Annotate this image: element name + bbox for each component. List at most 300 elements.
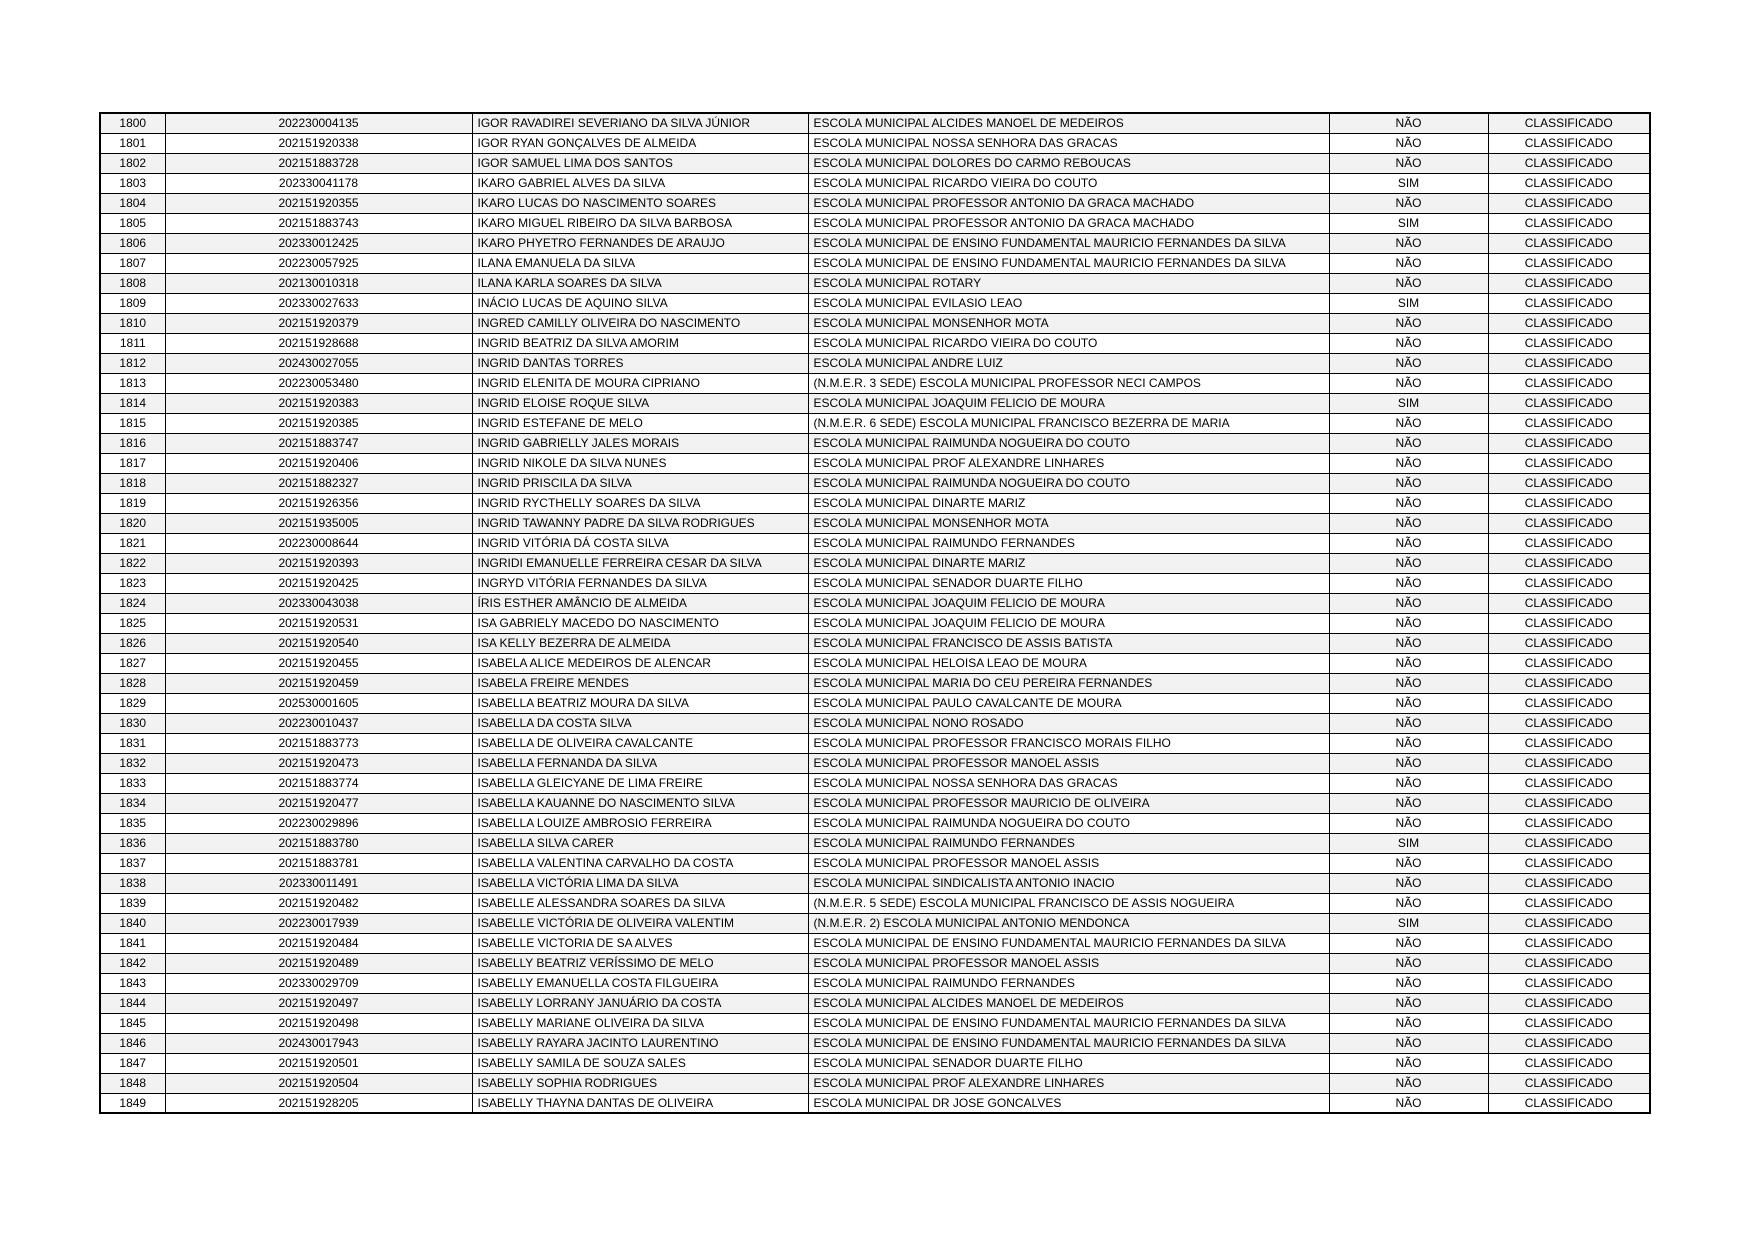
- classification-status-cell: CLASSIFICADO: [1488, 113, 1650, 133]
- table-row: [100, 733, 1650, 753]
- classification-status-cell: CLASSIFICADO: [1488, 793, 1650, 813]
- student-name-cell: ISABELLE ALESSANDRA SOARES DA SILVA: [472, 893, 808, 913]
- flag-cell: NÃO: [1329, 773, 1488, 793]
- school-cell: ESCOLA MUNICIPAL PROF ALEXANDRE LINHARES: [808, 453, 1329, 473]
- row-number-cell: 1832: [100, 753, 165, 773]
- school-cell: (N.M.E.R. 6 SEDE) ESCOLA MUNICIPAL FRANCISCO BEZERRA DE MARIA: [808, 413, 1329, 433]
- row-number-cell: 1825: [100, 613, 165, 633]
- school-cell: ESCOLA MUNICIPAL RICARDO VIEIRA DO COUTO: [808, 173, 1329, 193]
- registration-code-cell: 202151928688: [165, 333, 472, 353]
- flag-cell: NÃO: [1329, 653, 1488, 673]
- student-name-cell: INGRID DANTAS TORRES: [472, 353, 808, 373]
- school-cell: ESCOLA MUNICIPAL NONO ROSADO: [808, 713, 1329, 733]
- school-cell: ESCOLA MUNICIPAL ROTARY: [808, 273, 1329, 293]
- table-row: [100, 293, 1650, 313]
- classification-status-cell: CLASSIFICADO: [1488, 173, 1650, 193]
- registration-code-cell: 202230017939: [165, 913, 472, 933]
- flag-cell: NÃO: [1329, 533, 1488, 553]
- student-name-cell: INGRIDI EMANUELLE FERREIRA CESAR DA SILVA: [472, 553, 808, 573]
- flag-cell: NÃO: [1329, 193, 1488, 213]
- classification-status-cell: CLASSIFICADO: [1488, 1053, 1650, 1073]
- registration-code-cell: 202151920540: [165, 633, 472, 653]
- school-cell: ESCOLA MUNICIPAL PAULO CAVALCANTE DE MOURA: [808, 693, 1329, 713]
- school-cell: ESCOLA MUNICIPAL DE ENSINO FUNDAMENTAL MAURICIO FERNANDES DA SILVA: [808, 253, 1329, 273]
- student-name-cell: ISABELLA GLEICYANE DE LIMA FREIRE: [472, 773, 808, 793]
- table-row: [100, 533, 1650, 553]
- school-cell: ESCOLA MUNICIPAL RICARDO VIEIRA DO COUTO: [808, 333, 1329, 353]
- registration-code-cell: 202151920455: [165, 653, 472, 673]
- registration-code-cell: 202151883780: [165, 833, 472, 853]
- table-row: [100, 893, 1650, 913]
- flag-cell: NÃO: [1329, 153, 1488, 173]
- flag-cell: NÃO: [1329, 253, 1488, 273]
- flag-cell: NÃO: [1329, 733, 1488, 753]
- table-row: [100, 613, 1650, 633]
- table-row: [100, 673, 1650, 693]
- classification-status-cell: CLASSIFICADO: [1488, 293, 1650, 313]
- classification-status-cell: CLASSIFICADO: [1488, 953, 1650, 973]
- student-name-cell: ÍRIS ESTHER AMÂNCIO DE ALMEIDA: [472, 593, 808, 613]
- flag-cell: NÃO: [1329, 893, 1488, 913]
- row-number-cell: 1804: [100, 193, 165, 213]
- row-number-cell: 1817: [100, 453, 165, 473]
- classification-status-cell: CLASSIFICADO: [1488, 853, 1650, 873]
- row-number-cell: 1822: [100, 553, 165, 573]
- classification-status-cell: CLASSIFICADO: [1488, 453, 1650, 473]
- classification-table-body: [100, 113, 1650, 1113]
- table-row: [100, 513, 1650, 533]
- school-cell: ESCOLA MUNICIPAL HELOISA LEAO DE MOURA: [808, 653, 1329, 673]
- student-name-cell: ISABELLA LOUIZE AMBROSIO FERREIRA: [472, 813, 808, 833]
- student-name-cell: INGRID VITÓRIA DÁ COSTA SILVA: [472, 533, 808, 553]
- row-number-cell: 1831: [100, 733, 165, 753]
- registration-code-cell: 202230057925: [165, 253, 472, 273]
- row-number-cell: 1816: [100, 433, 165, 453]
- flag-cell: NÃO: [1329, 273, 1488, 293]
- flag-cell: NÃO: [1329, 673, 1488, 693]
- student-name-cell: ISABELLY LORRANY JANUÁRIO DA COSTA: [472, 993, 808, 1013]
- student-name-cell: IGOR RYAN GONÇALVES DE ALMEIDA: [472, 133, 808, 153]
- registration-code-cell: 202151883747: [165, 433, 472, 453]
- classification-status-cell: CLASSIFICADO: [1488, 413, 1650, 433]
- school-cell: ESCOLA MUNICIPAL DINARTE MARIZ: [808, 553, 1329, 573]
- flag-cell: NÃO: [1329, 713, 1488, 733]
- flag-cell: NÃO: [1329, 233, 1488, 253]
- table-row: [100, 853, 1650, 873]
- row-number-cell: 1810: [100, 313, 165, 333]
- row-number-cell: 1847: [100, 1053, 165, 1073]
- row-number-cell: 1812: [100, 353, 165, 373]
- registration-code-cell: 202151928205: [165, 1093, 472, 1113]
- row-number-cell: 1811: [100, 333, 165, 353]
- student-name-cell: INÁCIO LUCAS DE AQUINO SILVA: [472, 293, 808, 313]
- flag-cell: NÃO: [1329, 1053, 1488, 1073]
- student-name-cell: ISABELLY THAYNA DANTAS DE OLIVEIRA: [472, 1093, 808, 1113]
- school-cell: ESCOLA MUNICIPAL JOAQUIM FELICIO DE MOURA: [808, 593, 1329, 613]
- row-number-cell: 1845: [100, 1013, 165, 1033]
- classification-status-cell: CLASSIFICADO: [1488, 573, 1650, 593]
- school-cell: ESCOLA MUNICIPAL PROFESSOR ANTONIO DA GRACA MACHADO: [808, 193, 1329, 213]
- student-name-cell: ISABELLY BEATRIZ VERÍSSIMO DE MELO: [472, 953, 808, 973]
- classification-status-cell: CLASSIFICADO: [1488, 1033, 1650, 1053]
- registration-code-cell: 202330012425: [165, 233, 472, 253]
- row-number-cell: 1839: [100, 893, 165, 913]
- registration-code-cell: 202151920489: [165, 953, 472, 973]
- row-number-cell: 1809: [100, 293, 165, 313]
- registration-code-cell: 202151883781: [165, 853, 472, 873]
- registration-code-cell: 202230053480: [165, 373, 472, 393]
- student-name-cell: INGRID ELENITA DE MOURA CIPRIANO: [472, 373, 808, 393]
- classification-status-cell: CLASSIFICADO: [1488, 753, 1650, 773]
- school-cell: ESCOLA MUNICIPAL RAIMUNDA NOGUEIRA DO COUTO: [808, 813, 1329, 833]
- registration-code-cell: 202151920498: [165, 1013, 472, 1033]
- classification-status-cell: CLASSIFICADO: [1488, 533, 1650, 553]
- table-row: [100, 213, 1650, 233]
- classification-status-cell: CLASSIFICADO: [1488, 353, 1650, 373]
- table-row: [100, 473, 1650, 493]
- student-name-cell: ILANA KARLA SOARES DA SILVA: [472, 273, 808, 293]
- school-cell: ESCOLA MUNICIPAL PROFESSOR ANTONIO DA GRACA MACHADO: [808, 213, 1329, 233]
- classification-status-cell: CLASSIFICADO: [1488, 733, 1650, 753]
- student-name-cell: INGRYD VITÓRIA FERNANDES DA SILVA: [472, 573, 808, 593]
- flag-cell: NÃO: [1329, 413, 1488, 433]
- classification-status-cell: CLASSIFICADO: [1488, 513, 1650, 533]
- registration-code-cell: 202151920501: [165, 1053, 472, 1073]
- school-cell: ESCOLA MUNICIPAL ALCIDES MANOEL DE MEDEIROS: [808, 993, 1329, 1013]
- school-cell: ESCOLA MUNICIPAL NOSSA SENHORA DAS GRACAS: [808, 773, 1329, 793]
- student-name-cell: INGRID TAWANNY PADRE DA SILVA RODRIGUES: [472, 513, 808, 533]
- student-name-cell: INGRID ESTEFANE DE MELO: [472, 413, 808, 433]
- row-number-cell: 1807: [100, 253, 165, 273]
- school-cell: ESCOLA MUNICIPAL DE ENSINO FUNDAMENTAL MAURICIO FERNANDES DA SILVA: [808, 1013, 1329, 1033]
- registration-code-cell: 202151926356: [165, 493, 472, 513]
- flag-cell: NÃO: [1329, 573, 1488, 593]
- classification-status-cell: CLASSIFICADO: [1488, 613, 1650, 633]
- student-name-cell: INGRID ELOISE ROQUE SILVA: [472, 393, 808, 413]
- table-row: [100, 493, 1650, 513]
- row-number-cell: 1814: [100, 393, 165, 413]
- flag-cell: SIM: [1329, 293, 1488, 313]
- student-name-cell: ISABELLA BEATRIZ MOURA DA SILVA: [472, 693, 808, 713]
- student-name-cell: IKARO LUCAS DO NASCIMENTO SOARES: [472, 193, 808, 213]
- school-cell: ESCOLA MUNICIPAL PROFESSOR FRANCISCO MORAIS FILHO: [808, 733, 1329, 753]
- flag-cell: NÃO: [1329, 793, 1488, 813]
- flag-cell: NÃO: [1329, 373, 1488, 393]
- flag-cell: NÃO: [1329, 473, 1488, 493]
- row-number-cell: 1828: [100, 673, 165, 693]
- row-number-cell: 1826: [100, 633, 165, 653]
- row-number-cell: 1821: [100, 533, 165, 553]
- registration-code-cell: 202151920473: [165, 753, 472, 773]
- student-name-cell: INGRID GABRIELLY JALES MORAIS: [472, 433, 808, 453]
- classification-table: [99, 112, 1651, 1114]
- student-name-cell: ISABELLY SOPHIA RODRIGUES: [472, 1073, 808, 1093]
- row-number-cell: 1835: [100, 813, 165, 833]
- flag-cell: NÃO: [1329, 853, 1488, 873]
- table-row: [100, 1093, 1650, 1113]
- registration-code-cell: 202151920379: [165, 313, 472, 333]
- registration-code-cell: 202151920504: [165, 1073, 472, 1093]
- classification-status-cell: CLASSIFICADO: [1488, 273, 1650, 293]
- registration-code-cell: 202151920385: [165, 413, 472, 433]
- registration-code-cell: 202430027055: [165, 353, 472, 373]
- flag-cell: NÃO: [1329, 813, 1488, 833]
- registration-code-cell: 202230010437: [165, 713, 472, 733]
- flag-cell: NÃO: [1329, 693, 1488, 713]
- school-cell: ESCOLA MUNICIPAL MONSENHOR MOTA: [808, 313, 1329, 333]
- student-name-cell: ISABELLY SAMILA DE SOUZA SALES: [472, 1053, 808, 1073]
- row-number-cell: 1842: [100, 953, 165, 973]
- row-number-cell: 1803: [100, 173, 165, 193]
- school-cell: (N.M.E.R. 2) ESCOLA MUNICIPAL ANTONIO MENDONCA: [808, 913, 1329, 933]
- row-number-cell: 1802: [100, 153, 165, 173]
- row-number-cell: 1829: [100, 693, 165, 713]
- classification-status-cell: CLASSIFICADO: [1488, 813, 1650, 833]
- classification-status-cell: CLASSIFICADO: [1488, 633, 1650, 653]
- table-row: [100, 553, 1650, 573]
- row-number-cell: 1837: [100, 853, 165, 873]
- flag-cell: SIM: [1329, 213, 1488, 233]
- row-number-cell: 1818: [100, 473, 165, 493]
- row-number-cell: 1843: [100, 973, 165, 993]
- flag-cell: NÃO: [1329, 1093, 1488, 1113]
- table-row: [100, 353, 1650, 373]
- row-number-cell: 1834: [100, 793, 165, 813]
- registration-code-cell: 202151920531: [165, 613, 472, 633]
- school-cell: ESCOLA MUNICIPAL SENADOR DUARTE FILHO: [808, 1053, 1329, 1073]
- registration-code-cell: 202151920355: [165, 193, 472, 213]
- classification-status-cell: CLASSIFICADO: [1488, 773, 1650, 793]
- student-name-cell: ISABELLA FERNANDA DA SILVA: [472, 753, 808, 773]
- school-cell: ESCOLA MUNICIPAL JOAQUIM FELICIO DE MOURA: [808, 393, 1329, 413]
- table-row: [100, 793, 1650, 813]
- table-row: [100, 1013, 1650, 1033]
- table-row: [100, 273, 1650, 293]
- student-name-cell: INGRID BEATRIZ DA SILVA AMORIM: [472, 333, 808, 353]
- flag-cell: NÃO: [1329, 873, 1488, 893]
- flag-cell: NÃO: [1329, 1013, 1488, 1033]
- classification-status-cell: CLASSIFICADO: [1488, 673, 1650, 693]
- flag-cell: NÃO: [1329, 633, 1488, 653]
- student-name-cell: ISABELLA VALENTINA CARVALHO DA COSTA: [472, 853, 808, 873]
- flag-cell: NÃO: [1329, 333, 1488, 353]
- table-row: [100, 713, 1650, 733]
- school-cell: ESCOLA MUNICIPAL DINARTE MARIZ: [808, 493, 1329, 513]
- flag-cell: NÃO: [1329, 433, 1488, 453]
- student-name-cell: ISABELLE VICTORIA DE SA ALVES: [472, 933, 808, 953]
- school-cell: ESCOLA MUNICIPAL DE ENSINO FUNDAMENTAL MAURICIO FERNANDES DA SILVA: [808, 933, 1329, 953]
- classification-status-cell: CLASSIFICADO: [1488, 1093, 1650, 1113]
- row-number-cell: 1849: [100, 1093, 165, 1113]
- student-name-cell: ISABELLA DE OLIVEIRA CAVALCANTE: [472, 733, 808, 753]
- school-cell: ESCOLA MUNICIPAL RAIMUNDO FERNANDES: [808, 833, 1329, 853]
- flag-cell: NÃO: [1329, 113, 1488, 133]
- classification-status-cell: CLASSIFICADO: [1488, 253, 1650, 273]
- classification-status-cell: CLASSIFICADO: [1488, 1013, 1650, 1033]
- school-cell: ESCOLA MUNICIPAL PROF ALEXANDRE LINHARES: [808, 1073, 1329, 1093]
- student-name-cell: INGRID NIKOLE DA SILVA NUNES: [472, 453, 808, 473]
- registration-code-cell: 202151883774: [165, 773, 472, 793]
- classification-status-cell: CLASSIFICADO: [1488, 713, 1650, 733]
- flag-cell: NÃO: [1329, 1033, 1488, 1053]
- school-cell: ESCOLA MUNICIPAL ANDRE LUIZ: [808, 353, 1329, 373]
- row-number-cell: 1808: [100, 273, 165, 293]
- school-cell: ESCOLA MUNICIPAL MARIA DO CEU PEREIRA FERNANDES: [808, 673, 1329, 693]
- school-cell: ESCOLA MUNICIPAL SENADOR DUARTE FILHO: [808, 573, 1329, 593]
- registration-code-cell: 202151920484: [165, 933, 472, 953]
- registration-code-cell: 202130010318: [165, 273, 472, 293]
- flag-cell: NÃO: [1329, 753, 1488, 773]
- row-number-cell: 1823: [100, 573, 165, 593]
- flag-cell: NÃO: [1329, 453, 1488, 473]
- registration-code-cell: 202230004135: [165, 113, 472, 133]
- table-row: [100, 773, 1650, 793]
- registration-code-cell: 202151920406: [165, 453, 472, 473]
- registration-code-cell: 202330029709: [165, 973, 472, 993]
- student-name-cell: ISABELLA DA COSTA SILVA: [472, 713, 808, 733]
- school-cell: ESCOLA MUNICIPAL ALCIDES MANOEL DE MEDEIROS: [808, 113, 1329, 133]
- classification-status-cell: CLASSIFICADO: [1488, 233, 1650, 253]
- table-row: [100, 693, 1650, 713]
- flag-cell: NÃO: [1329, 593, 1488, 613]
- table-row: [100, 193, 1650, 213]
- table-row: [100, 993, 1650, 1013]
- school-cell: ESCOLA MUNICIPAL RAIMUNDA NOGUEIRA DO COUTO: [808, 433, 1329, 453]
- classification-status-cell: CLASSIFICADO: [1488, 313, 1650, 333]
- flag-cell: NÃO: [1329, 513, 1488, 533]
- table-row: [100, 1033, 1650, 1053]
- row-number-cell: 1815: [100, 413, 165, 433]
- row-number-cell: 1833: [100, 773, 165, 793]
- flag-cell: NÃO: [1329, 973, 1488, 993]
- school-cell: ESCOLA MUNICIPAL DE ENSINO FUNDAMENTAL MAURICIO FERNANDES DA SILVA: [808, 233, 1329, 253]
- table-row: [100, 813, 1650, 833]
- student-name-cell: INGRED CAMILLY OLIVEIRA DO NASCIMENTO: [472, 313, 808, 333]
- row-number-cell: 1844: [100, 993, 165, 1013]
- classification-status-cell: CLASSIFICADO: [1488, 373, 1650, 393]
- registration-code-cell: 202151920425: [165, 573, 472, 593]
- flag-cell: NÃO: [1329, 553, 1488, 573]
- row-number-cell: 1848: [100, 1073, 165, 1093]
- school-cell: ESCOLA MUNICIPAL RAIMUNDO FERNANDES: [808, 533, 1329, 553]
- registration-code-cell: 202151920497: [165, 993, 472, 1013]
- classification-status-cell: CLASSIFICADO: [1488, 333, 1650, 353]
- classification-status-cell: CLASSIFICADO: [1488, 653, 1650, 673]
- table-row: [100, 153, 1650, 173]
- registration-code-cell: 202151883728: [165, 153, 472, 173]
- registration-code-cell: 202330043038: [165, 593, 472, 613]
- student-name-cell: ISABELLY RAYARA JACINTO LAURENTINO: [472, 1033, 808, 1053]
- flag-cell: NÃO: [1329, 993, 1488, 1013]
- classification-status-cell: CLASSIFICADO: [1488, 913, 1650, 933]
- row-number-cell: 1841: [100, 933, 165, 953]
- school-cell: ESCOLA MUNICIPAL MONSENHOR MOTA: [808, 513, 1329, 533]
- school-cell: ESCOLA MUNICIPAL RAIMUNDO FERNANDES: [808, 973, 1329, 993]
- student-name-cell: IKARO PHYETRO FERNANDES DE ARAUJO: [472, 233, 808, 253]
- table-row: [100, 313, 1650, 333]
- school-cell: ESCOLA MUNICIPAL PROFESSOR MANOEL ASSIS: [808, 753, 1329, 773]
- registration-code-cell: 202151920459: [165, 673, 472, 693]
- student-name-cell: ISABELLY EMANUELLA COSTA FILGUEIRA: [472, 973, 808, 993]
- classification-status-cell: CLASSIFICADO: [1488, 933, 1650, 953]
- classification-status-cell: CLASSIFICADO: [1488, 393, 1650, 413]
- table-row: [100, 253, 1650, 273]
- student-name-cell: ISABELLA VICTÓRIA LIMA DA SILVA: [472, 873, 808, 893]
- row-number-cell: 1806: [100, 233, 165, 253]
- classification-status-cell: CLASSIFICADO: [1488, 153, 1650, 173]
- table-row: [100, 873, 1650, 893]
- student-name-cell: ISABELA FREIRE MENDES: [472, 673, 808, 693]
- table-row: [100, 1073, 1650, 1093]
- table-row: [100, 953, 1650, 973]
- school-cell: ESCOLA MUNICIPAL PROFESSOR MANOEL ASSIS: [808, 953, 1329, 973]
- flag-cell: SIM: [1329, 173, 1488, 193]
- row-number-cell: 1820: [100, 513, 165, 533]
- classification-status-cell: CLASSIFICADO: [1488, 193, 1650, 213]
- school-cell: ESCOLA MUNICIPAL JOAQUIM FELICIO DE MOURA: [808, 613, 1329, 633]
- school-cell: (N.M.E.R. 5 SEDE) ESCOLA MUNICIPAL FRANCISCO DE ASSIS NOGUEIRA: [808, 893, 1329, 913]
- school-cell: ESCOLA MUNICIPAL PROFESSOR MAURICIO DE OLIVEIRA: [808, 793, 1329, 813]
- flag-cell: NÃO: [1329, 1073, 1488, 1093]
- school-cell: ESCOLA MUNICIPAL PROFESSOR MANOEL ASSIS: [808, 853, 1329, 873]
- table-row: [100, 373, 1650, 393]
- registration-code-cell: 202151883743: [165, 213, 472, 233]
- registration-code-cell: 202151935005: [165, 513, 472, 533]
- student-name-cell: ISABELA ALICE MEDEIROS DE ALENCAR: [472, 653, 808, 673]
- row-number-cell: 1827: [100, 653, 165, 673]
- table-row: [100, 453, 1650, 473]
- classification-status-cell: CLASSIFICADO: [1488, 433, 1650, 453]
- table-row: [100, 413, 1650, 433]
- registration-code-cell: 202151883773: [165, 733, 472, 753]
- table-row: [100, 973, 1650, 993]
- row-number-cell: 1836: [100, 833, 165, 853]
- student-name-cell: ISA GABRIELY MACEDO DO NASCIMENTO: [472, 613, 808, 633]
- classification-status-cell: CLASSIFICADO: [1488, 693, 1650, 713]
- student-name-cell: INGRID PRISCILA DA SILVA: [472, 473, 808, 493]
- student-name-cell: IKARO MIGUEL RIBEIRO DA SILVA BARBOSA: [472, 213, 808, 233]
- table-row: [100, 133, 1650, 153]
- registration-code-cell: 202151920477: [165, 793, 472, 813]
- student-name-cell: IKARO GABRIEL ALVES DA SILVA: [472, 173, 808, 193]
- registration-code-cell: 202430017943: [165, 1033, 472, 1053]
- table-row: [100, 1053, 1650, 1073]
- registration-code-cell: 202230008644: [165, 533, 472, 553]
- row-number-cell: 1800: [100, 113, 165, 133]
- table-row: [100, 333, 1650, 353]
- row-number-cell: 1838: [100, 873, 165, 893]
- registration-code-cell: 202151882327: [165, 473, 472, 493]
- flag-cell: SIM: [1329, 913, 1488, 933]
- classification-status-cell: CLASSIFICADO: [1488, 993, 1650, 1013]
- table-row: [100, 913, 1650, 933]
- table-row: [100, 653, 1650, 673]
- registration-code-cell: 202230029896: [165, 813, 472, 833]
- row-number-cell: 1801: [100, 133, 165, 153]
- school-cell: ESCOLA MUNICIPAL FRANCISCO DE ASSIS BATISTA: [808, 633, 1329, 653]
- table-row: [100, 933, 1650, 953]
- classification-status-cell: CLASSIFICADO: [1488, 873, 1650, 893]
- table-row: [100, 233, 1650, 253]
- row-number-cell: 1840: [100, 913, 165, 933]
- school-cell: ESCOLA MUNICIPAL DOLORES DO CARMO REBOUCAS: [808, 153, 1329, 173]
- flag-cell: SIM: [1329, 393, 1488, 413]
- student-name-cell: IGOR SAMUEL LIMA DOS SANTOS: [472, 153, 808, 173]
- flag-cell: NÃO: [1329, 933, 1488, 953]
- school-cell: ESCOLA MUNICIPAL EVILASIO LEAO: [808, 293, 1329, 313]
- registration-code-cell: 202330027633: [165, 293, 472, 313]
- table-row: [100, 573, 1650, 593]
